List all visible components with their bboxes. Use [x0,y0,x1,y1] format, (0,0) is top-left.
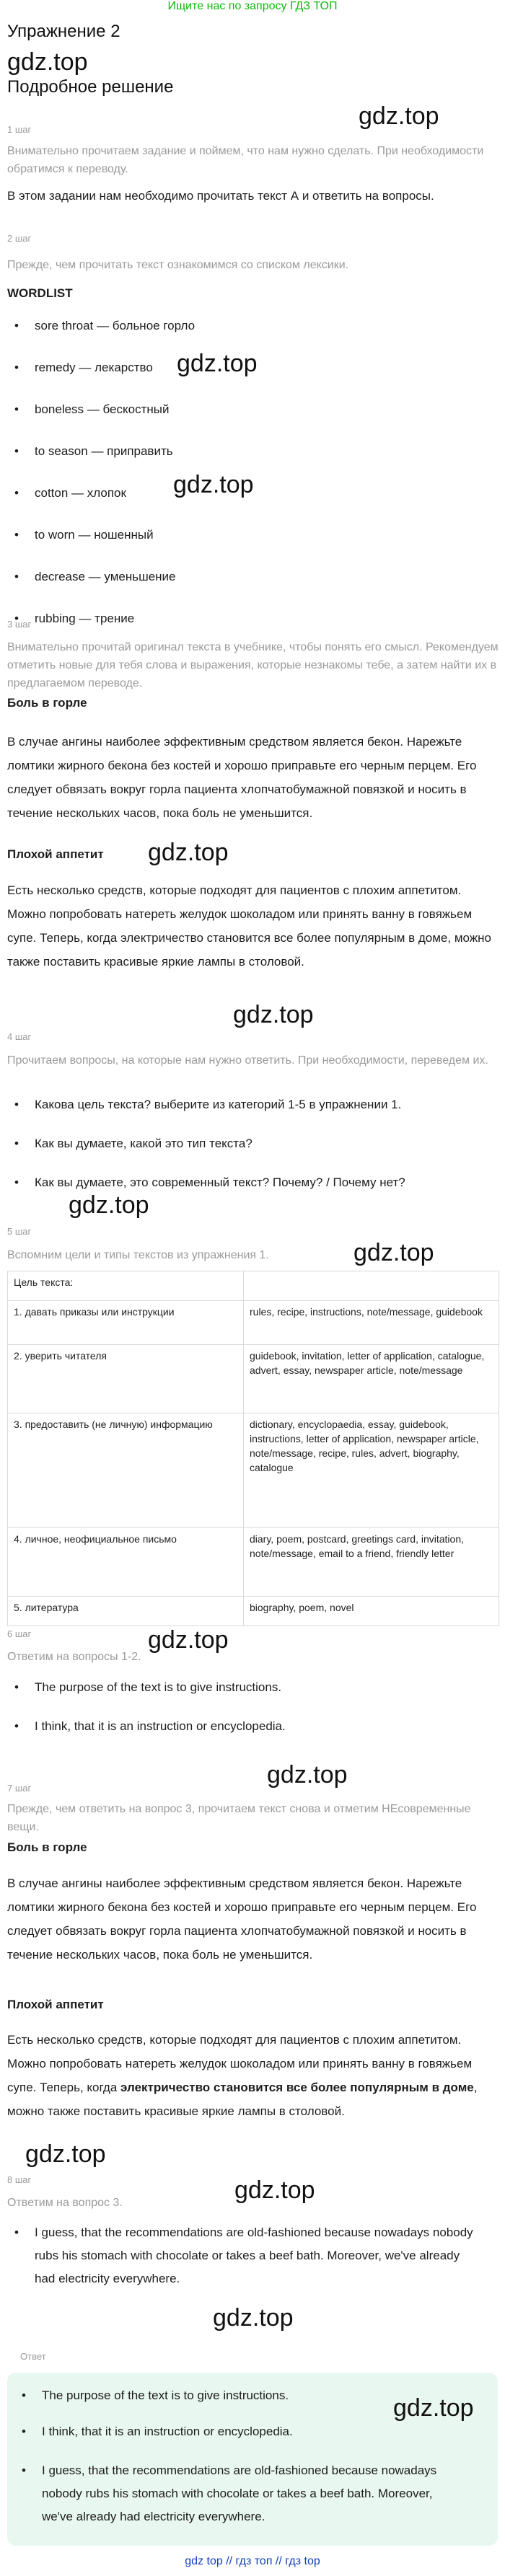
watermark: gdz.top [177,350,258,377]
step-label: 8 шаг [7,2174,32,2185]
table-cell: 3. предоставить (не личную) информацию [8,1413,244,1528]
list-item: • sore throat — больное горло [7,317,498,359]
list-item: • to worn — ношенный [7,526,498,568]
table-cell: biography, poem, novel [244,1597,499,1626]
table-cell: diary, poem, postcard, greetings card, invitation, note/message, email to a friend, friendly letter [244,1528,499,1597]
answer-list [7,1679,498,1757]
step-hint: Внимательно прочитаем задание и поймем, что нам нужно сделать. При необходимости обратимся к переводу. [7,145,484,175]
watermark: gdz.top [234,2176,315,2204]
watermark: gdz.top [267,1761,348,1788]
step-text: В этом задании нам необходимо прочитать текст А и ответить на вопросы. [7,189,434,203]
list-item: • boneless — бескостный [7,401,498,443]
text-paragraph: В случае ангины наиболее эффективным средством является бекон. Нарежьте ломтики жирного бекона без костей и хорошо приправьте его черным перцем. Его следует обвязать вокруг горла пациента хлопчатобумажной повязкой и носить в течение нескольких часов, пока боль не уменьшится. [7,735,477,820]
watermark: gdz.top [69,1191,149,1219]
text-run: Есть несколько средств, которые подходят для пациентов с плохим аппетитом. Можно попробовать натереть желудок шоколадом или принять ванну в говяжьем супе. Теперь, когда [7,2033,473,2094]
step-label: 7 шаг [7,1783,32,1794]
watermark: gdz.top [393,2394,474,2422]
text-paragraph: В случае ангины наиболее эффективным средством является бекон. Нарежьте ломтики жирного бекона без костей и хорошо приправьте его черным перцем. Его следует обвязать вокруг горла пациента хлопчатобумажной повязкой и носить в течение нескольких часов, пока боль не уменьшится. [7,1876,477,1962]
footer-links[interactable]: gdz top // гдз топ // гдз top [185,2555,320,2567]
watermark: gdz.top [233,1001,314,1028]
list-item: • rubbing — трение [7,610,498,652]
text-run: , можно также поставить красивые яркие лампы в столовой. [7,2081,478,2118]
list-item: • I guess, that the recommendations are old-fashioned because nowadays nobody rubs his stomach with chocolate or takes a beef bath. Moreover, we've already had electricity everywhere. [7,2221,483,2290]
table-cell: 5. литература [8,1597,244,1626]
table-cell: 1. давать приказы или инструкции [8,1301,244,1345]
table-row [8,1528,499,1597]
watermark: gdz.top [213,2304,294,2332]
list-item: • remedy — лекарство [7,359,498,401]
table-header-cell: Цель текста: [8,1271,244,1301]
highlighted-text: электричество становится все более популярным в доме [120,2081,474,2094]
table-cell: guidebook, invitation, letter of application, catalogue, advert, essay, newspaper article, note/message [244,1345,499,1413]
list-item: • I think, that it is an instruction or encyclopedia. [7,1718,498,1757]
list-item: • I guess, that the recommendations are old-fashioned because nowadays nobody rubs his stomach with chocolate or takes a beef bath. Moreover, we've already had electricity everywhere. [14,2459,462,2528]
list-item: • The purpose of the text is to give instructions. [14,2387,462,2423]
list-item: • Как вы думаете, это современный текст? Почему? / Почему нет? [7,1174,498,1213]
purpose-table [7,1271,499,1626]
step-label: 3 шаг [7,619,32,630]
list-item: • Как вы думаете, какой это тип текста? [7,1135,498,1174]
table-cell: dictionary, encyclopaedia, essay, guidebook, instructions, letter of application, newspaper article, note/message, recipe, rules, advert, biography, catalogue [244,1413,499,1528]
watermark: gdz.top [359,102,439,130]
watermark: gdz.top [148,839,229,866]
step-hint: Прежде, чем прочитать текст ознакомимся со списком лексики. [7,259,349,271]
text-paragraph: Есть несколько средств, которые подходят для пациентов с плохим аппетитом. Можно попробовать натереть желудок шоколадом или принять ванну в говяжьем супе. Теперь, когда электричество становится все более популярным в доме, можно также поставить красивые яркие лампы в столовой. [7,883,491,969]
solution-title: Подробное решение [7,77,174,97]
watermark: gdz.top [354,1239,434,1266]
list-item: • to season — приправить [7,443,498,485]
text-heading: Плохой аппетит [7,1998,104,2011]
step-hint: Вспомним цели и типы текстов из упражнения 1. [7,1249,269,1261]
step-hint: Внимательно прочитай оригинал текста в учебнике, чтобы понять его смысл. Рекомендуем отметить новые для тебя слова и выражения, которые незнакомы тебе, а затем найти их в предлагаемом переводе. [7,641,499,689]
exercise-title: Упражнение 2 [7,22,120,41]
table-cell: rules, recipe, instructions, note/message, guidebook [244,1301,499,1345]
table-row [8,1345,499,1413]
list-item: • Какова цель текста? выберите из категорий 1-5 в упражнении 1. [7,1096,498,1135]
watermark: gdz.top [148,1626,229,1654]
watermark: gdz.top [7,48,88,76]
text-heading: Плохой аппетит [7,847,104,861]
step-hint: Ответим на вопрос 3. [7,2197,123,2209]
step-label: 6 шаг [7,1628,32,1639]
step-hint: Ответим на вопросы 1-2. [7,1651,141,1663]
watermark: gdz.top [173,471,254,498]
top-banner[interactable]: Ищите нас по запросу ГДЗ ТОП [167,0,338,12]
step-hint: Прежде, чем ответить на вопрос 3, прочитаем текст снова и отметим НЕсовременные вещи. [7,1803,471,1833]
watermark: gdz.top [25,2140,106,2168]
table-cell [244,1271,499,1301]
list-item: • decrease — уменьшение [7,568,498,610]
table-row [8,1301,499,1345]
list-item: • The purpose of the text is to give instructions. [7,1679,498,1718]
step-label: 1 шаг [7,124,32,135]
list-item: • cotton — хлопок [7,485,498,526]
answer-list [7,2221,483,2290]
text-paragraph [7,2028,501,2123]
step-label: 2 шаг [7,233,32,244]
table-row [8,1413,499,1528]
step-label: 4 шаг [7,1031,32,1042]
step-label: 5 шаг [7,1226,32,1237]
table-row [8,1271,499,1301]
answer-label: Ответ [20,2351,46,2362]
table-cell: 4. личное, неофициальное письмо [8,1528,244,1597]
table-cell: 2. уверить читателя [8,1345,244,1413]
text-heading: Боль в горле [7,696,87,710]
text-heading: Боль в горле [7,1840,87,1854]
step-hint: Прочитаем вопросы, на которые нам нужно ответить. При необходимости, переведем их. [7,1054,488,1067]
wordlist-heading: WORDLIST [7,286,73,300]
list-item: • I think, that it is an instruction or encyclopedia. [14,2423,462,2459]
table-row [8,1597,499,1626]
